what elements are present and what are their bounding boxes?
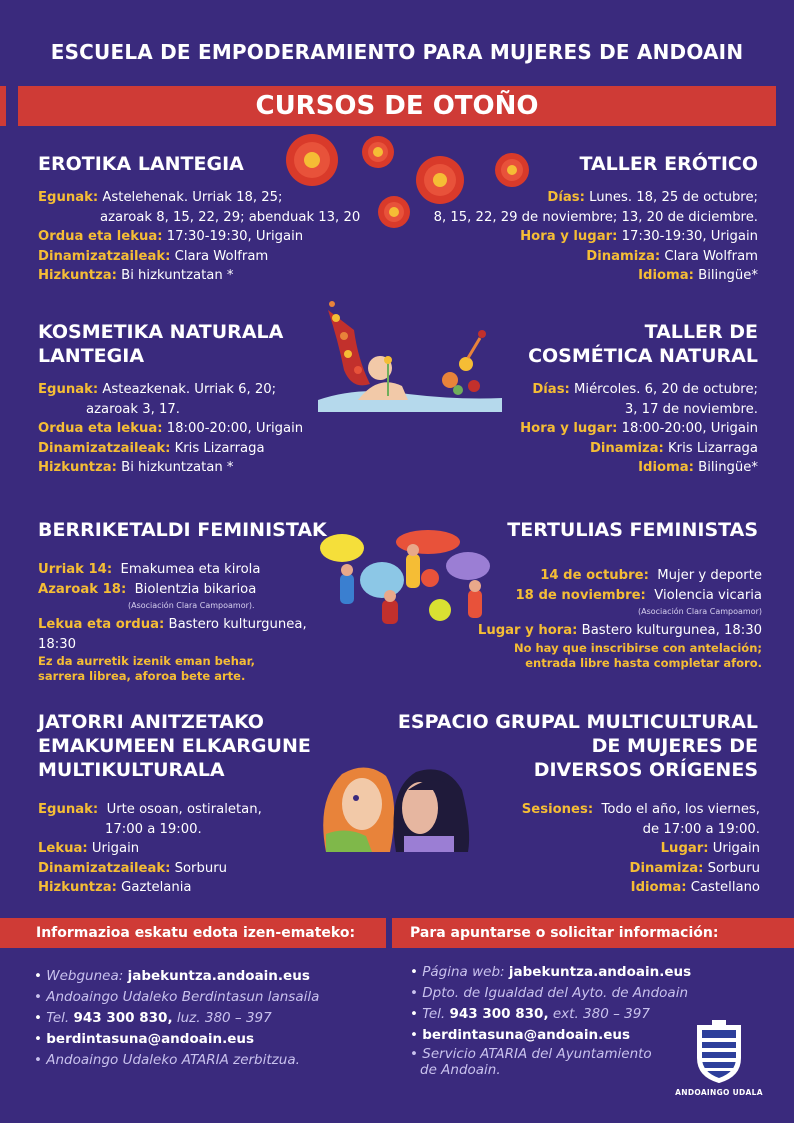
- es-web-link[interactable]: jabekuntza.andoain.eus: [508, 964, 692, 980]
- school-title: ESCUELA DE EMPODERAMIENTO PARA MUJERES DE ANDOAIN: [50, 40, 744, 64]
- s4-es-details: Sesiones: Todo el año, los viernes, de 17:00 a 19:00. Lugar: Urigain Dinamiza: Sorburu Idioma: Castellano: [521, 802, 760, 895]
- s2-eu-details: Egunak: Asteazkenak. Urriak 6, 20; azaroak 3, 17. Orduа eta lekua: 18:00-20:00, Urigain Dinamizatzaileak: Kris Lizarraga Hizkuntza: Bi hizkuntzatan *: [38, 382, 304, 475]
- s1-es-details: Días: Lunes. 18, 25 de octubre; 8, 15, 22, 29 de noviembre; 13, 20 de diciembre. Hora y lugar: 17:30-19:30, Urigain Dinamiza: Clara Wolfram Idioma: Bilingüe*: [433, 190, 758, 283]
- flower-icon: [286, 134, 338, 186]
- s1-eu-details: Egunak: Astelehenak. Urriak 18, 25; azaroak 8, 15, 22, 29; abenduak 13, 20 Ordua eta lekua: 17:30-19:30, Urigain Dinamizatzaileak: Clara Wolfram Hizkuntza: Bi hizkuntzatan *: [38, 190, 361, 283]
- es-email-link[interactable]: berdintasuna@andoain.eus: [422, 1027, 631, 1043]
- woman-face-icon: [323, 767, 394, 852]
- s2-es-title: TALLER DE COSMÉTICA NATURAL: [528, 321, 758, 367]
- s2-es-details: Días: Miércoles. 6, 20 de octubre; 3, 17 de noviembre. Hora y lugar: 18:00-20:00, Urigain Dinamiza: Kris Lizarraga Idioma: Bilingüe*: [520, 382, 758, 475]
- s4-eu-title: JATORRI ANITZETAKO EMAKUMEEN ELKARGUNE MULTIKULTURALA: [38, 711, 311, 781]
- s3-eu-details: Urriak 14: Emakumea eta kirola Azaroak 18: Biolentzia bikarioa (Asociación Clara Campoamor). Lekua eta ordua: Bastero kulturgunea, 18:30 Ez da aurretik izenik eman behar, sarrera librea, aforoa bete arte.: [38, 562, 307, 683]
- s3-eu-title: BERRIKETALDI FEMINISTAK: [38, 519, 327, 541]
- eu-web-link[interactable]: jabekuntza.andoain.eus: [127, 968, 310, 984]
- eu-contact-list: • Webgunea: jabekuntza.andoain.eus • Andoaingo Udaleko Berdintasun lansaila • Tel. 943 300 830, luz. 380 – 397 • berdintasuna@andoain.eus • Andoaingo Udaleko ATARIA zerbitzua.: [34, 968, 320, 1068]
- s2-eu-title: KOSMETIKA NATURALA LANTEGIA: [38, 321, 284, 367]
- speech-bubble-icon: [396, 530, 460, 554]
- eu-email-link[interactable]: berdintasuna@andoain.eus: [46, 1031, 255, 1047]
- es-contact-list: • Página web: jabekuntza.andoain.eus • Dpto. de Igualdad del Ayto. de Andoain • Tel. 943 300 830, ext. 380 – 397 • berdintasuna@andoain.eus • Servicio ATARIA del Ayuntamiento de Andoain.: [410, 964, 692, 1078]
- speech-bubble-icon: [429, 599, 451, 621]
- banner-text: CURSOS DE OTOÑO: [255, 91, 539, 121]
- es-info-bar: Para apuntarse o solicitar información:: [392, 918, 794, 948]
- logo-caption: ANDOAINGO UDALA: [675, 1088, 763, 1097]
- flower-icon: [362, 136, 394, 168]
- season-banner: [18, 86, 776, 126]
- speech-bubble-icon: [360, 562, 404, 598]
- s1-es-title: TALLER ERÓTICO: [579, 153, 758, 175]
- speech-bubble-icon: [320, 534, 364, 562]
- s3-es-details: 14 de octubre: Mujer y deporte 18 de noviembre: Violencia vicaria (Asociación Clara Campoamor) Lugar y hora: Bastero kulturgunea, 18:30 No hay que inscribirse con antelación; entrada libre hasta completar aforo.: [477, 568, 762, 670]
- women-faces-illustration: [316, 760, 472, 852]
- s4-eu-details: Egunak: Urte osoan, ostiraletan, 17:00 a 19:00. Lekua: Urigain Dinamizatzaileak: Sorburu Hizkuntza: Gaztelania: [38, 802, 262, 895]
- eu-info-bar: Informazioa eskatu edota izen-emateko:: [0, 918, 386, 948]
- andoain-coat-of-arms-logo: [696, 1020, 742, 1084]
- s1-eu-title: EROTIKA LANTEGIA: [38, 153, 244, 175]
- s4-es-title: ESPACIO GRUPAL MULTICULTURAL DE MUJERES DE DIVERSOS ORÍGENES: [397, 711, 758, 781]
- flower-icon: [495, 153, 529, 187]
- s3-es-title: TERTULIAS FEMINISTAS: [507, 519, 758, 541]
- banner-left-tab: [0, 86, 6, 126]
- woman-face-icon: [394, 769, 470, 852]
- woman-hair-icon: [328, 301, 370, 385]
